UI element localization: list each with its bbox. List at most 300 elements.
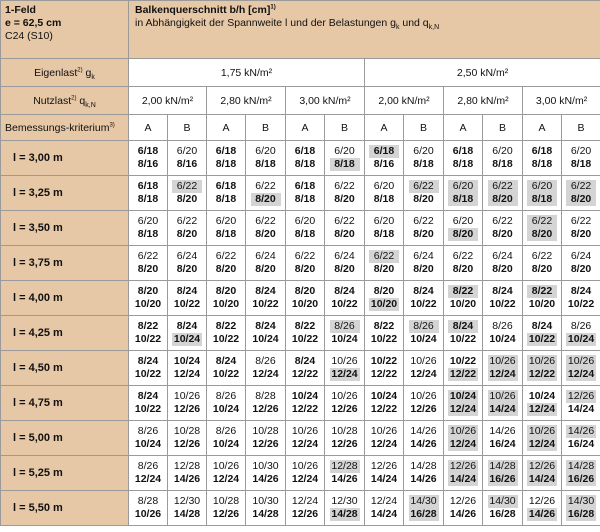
- section-upper-value: 10/26: [173, 390, 201, 402]
- section-lower-value: 10/24: [134, 438, 162, 450]
- section-upper-value: 10/26: [489, 390, 516, 402]
- section-cell: [523, 176, 562, 211]
- section-lower-value: 8/20: [334, 228, 355, 240]
- section-upper-value: 12/30: [331, 495, 358, 507]
- section-cell: [246, 491, 286, 526]
- section-lower-value: 10/20: [134, 298, 162, 310]
- section-lower-value: 8/20: [334, 263, 355, 275]
- section-lower-value: 10/22: [489, 298, 516, 310]
- section-lower-value: 16/28: [410, 508, 437, 520]
- section-upper-value: 8/26: [330, 320, 360, 333]
- section-cell: [129, 176, 168, 211]
- section-cell: [365, 246, 404, 281]
- section-upper-value: 6/22: [566, 180, 596, 193]
- section-lower-value: 10/22: [528, 333, 556, 345]
- section-upper-value: 6/24: [413, 250, 434, 262]
- section-cell: [562, 351, 600, 386]
- section-cell: [325, 316, 365, 351]
- section-upper-value: 12/24: [291, 495, 319, 507]
- section-lower-value: 10/22: [212, 333, 240, 345]
- section-lower-value: 14/24: [370, 473, 398, 485]
- section-lower-value: 8/20: [413, 193, 434, 205]
- section-cell: [483, 176, 523, 211]
- section-upper-value: 8/24: [255, 285, 276, 297]
- section-upper-value: 14/30: [410, 495, 437, 507]
- section-lower-value: 8/20: [566, 193, 596, 206]
- section-cell: [404, 211, 444, 246]
- section-cell: [404, 176, 444, 211]
- section-upper-value: 6/22: [255, 180, 276, 192]
- eigenlast-value-2: 2,50 kN/m²: [365, 59, 600, 87]
- section-lower-value: 10/20: [291, 298, 319, 310]
- section-cell: [286, 456, 325, 491]
- section-lower-value: 12/24: [291, 473, 319, 485]
- section-cell: [325, 491, 365, 526]
- section-lower-value: 12/24: [528, 438, 556, 450]
- section-lower-value: 14/28: [252, 508, 279, 520]
- section-lower-value: 10/20: [449, 298, 477, 310]
- section-upper-value: 8/24: [570, 285, 592, 297]
- section-lower-value: 8/20: [176, 228, 198, 240]
- section-lower-value: 14/24: [567, 403, 595, 415]
- section-lower-value: 14/24: [370, 508, 398, 520]
- section-upper-value: 14/28: [489, 460, 516, 472]
- section-upper-value: 10/26: [291, 460, 319, 472]
- section-cell: [207, 491, 246, 526]
- section-lower-value: 8/18: [137, 228, 159, 240]
- section-upper-value: 6/22: [527, 215, 557, 228]
- section-cell: [444, 211, 483, 246]
- section-lower-value: 8/20: [255, 228, 276, 240]
- criterion-col-3: B: [246, 115, 286, 141]
- section-cell: [168, 351, 207, 386]
- section-upper-value: 8/28: [255, 390, 276, 402]
- section-upper-value: 6/18: [137, 145, 159, 157]
- section-lower-value: 10/22: [212, 368, 240, 380]
- section-lower-value: 12/24: [449, 403, 477, 415]
- section-upper-value: 6/24: [176, 250, 198, 262]
- section-upper-value: 10/24: [173, 355, 201, 367]
- section-upper-value: 8/24: [294, 355, 316, 367]
- section-cell: [246, 386, 286, 421]
- section-cell: [523, 246, 562, 281]
- criterion-col-1: B: [168, 115, 207, 141]
- section-cell: [207, 421, 246, 456]
- section-lower-value: 12/26: [291, 508, 319, 520]
- section-lower-value: 12/24: [410, 368, 437, 380]
- section-cell: [562, 141, 600, 176]
- section-upper-value: 12/26: [449, 495, 477, 507]
- section-upper-value: 6/18: [215, 180, 237, 192]
- section-upper-value: 6/22: [334, 180, 355, 192]
- section-upper-value: 14/28: [410, 460, 437, 472]
- nutzlast-value: 3,00 kN/m²: [286, 87, 365, 115]
- section-lower-value: 14/26: [410, 473, 437, 485]
- section-upper-value: 10/30: [252, 495, 279, 507]
- span-label: l = 4,25 m: [1, 316, 129, 351]
- section-cell: [325, 281, 365, 316]
- section-lower-value: 8/20: [255, 263, 276, 275]
- section-cell: [365, 211, 404, 246]
- section-upper-value: 14/26: [489, 425, 516, 437]
- section-upper-value: 6/22: [452, 250, 474, 262]
- section-cell: [129, 281, 168, 316]
- section-upper-value: 6/22: [215, 250, 237, 262]
- span-label: l = 3,25 m: [1, 176, 129, 211]
- section-lower-value: 14/26: [410, 438, 437, 450]
- section-lower-value: 16/28: [489, 508, 516, 520]
- section-cell: [129, 246, 168, 281]
- section-upper-value: 10/26: [212, 460, 240, 472]
- nutzlast-value: 2,00 kN/m²: [365, 87, 444, 115]
- section-upper-value: 12/26: [449, 460, 477, 472]
- section-lower-value: 8/18: [137, 193, 159, 205]
- section-lower-value: 8/20: [413, 263, 434, 275]
- section-cell: [365, 421, 404, 456]
- section-lower-value: 16/26: [567, 473, 595, 485]
- section-upper-value: 10/26: [331, 355, 358, 367]
- section-lower-value: 12/22: [370, 403, 398, 415]
- section-upper-value: 8/26: [215, 425, 237, 437]
- section-upper-value: 8/20: [137, 285, 159, 297]
- section-upper-value: 10/28: [331, 425, 358, 437]
- section-upper-value: 6/22: [294, 250, 316, 262]
- section-upper-value: 8/22: [373, 320, 395, 332]
- section-upper-value: 6/20: [492, 145, 513, 157]
- section-upper-value: 10/28: [173, 425, 201, 437]
- table-subtitle: in Abhängigkeit der Spannweite l und der Belastungen $g_k$ und $q_{k,N}$: [135, 17, 440, 32]
- table-row: [1, 351, 600, 386]
- section-lower-value: 12/26: [212, 508, 240, 520]
- section-lower-value: 8/16: [137, 158, 159, 170]
- section-upper-value: 14/30: [567, 495, 595, 507]
- section-lower-value: 8/18: [330, 158, 360, 171]
- criterion-col-2: A: [207, 115, 246, 141]
- section-upper-value: 12/30: [173, 495, 201, 507]
- section-lower-value: 8/20: [176, 263, 198, 275]
- table-row: [1, 456, 600, 491]
- section-upper-value: 12/26: [528, 495, 556, 507]
- section-lower-value: 16/24: [489, 438, 516, 450]
- section-upper-value: 8/24: [137, 390, 159, 402]
- section-lower-value: 16/26: [489, 473, 516, 485]
- section-cell: [562, 281, 600, 316]
- section-lower-value: 8/20: [452, 263, 474, 275]
- section-lower-value: 8/18: [373, 228, 395, 240]
- section-upper-value: 12/24: [370, 495, 398, 507]
- section-lower-value: 12/22: [291, 368, 319, 380]
- criterion-col-11: B: [562, 115, 600, 141]
- nutzlast-value: 2,00 kN/m²: [129, 87, 207, 115]
- section-lower-value: 10/22: [252, 298, 279, 310]
- field-info-cell: [1, 1, 129, 59]
- section-lower-value: 8/18: [413, 158, 434, 170]
- section-upper-value: 10/28: [252, 425, 279, 437]
- section-lower-value: 10/22: [173, 298, 201, 310]
- section-lower-value: 8/18: [215, 193, 237, 205]
- section-lower-value: 12/22: [528, 368, 556, 380]
- section-cell: [365, 351, 404, 386]
- section-lower-value: 8/18: [448, 193, 478, 206]
- section-lower-value: 8/20: [531, 263, 553, 275]
- section-upper-value: 6/18: [294, 145, 316, 157]
- section-cell: [444, 491, 483, 526]
- section-upper-value: 6/18: [215, 145, 237, 157]
- section-lower-value: 10/24: [212, 438, 240, 450]
- section-cell: [207, 141, 246, 176]
- section-cell: [365, 281, 404, 316]
- section-lower-value: 10/24: [173, 333, 201, 345]
- section-upper-value: 6/24: [334, 250, 355, 262]
- table-row: [1, 176, 600, 211]
- section-cell: [286, 421, 325, 456]
- section-lower-value: 8/18: [570, 158, 592, 170]
- section-upper-value: 8/24: [531, 320, 553, 332]
- section-cell: [444, 141, 483, 176]
- section-lower-value: 14/28: [331, 508, 358, 520]
- section-upper-value: 8/20: [294, 285, 316, 297]
- section-lower-value: 12/22: [370, 368, 398, 380]
- section-lower-value: 10/22: [331, 298, 358, 310]
- section-cell: [404, 386, 444, 421]
- section-cell: [246, 316, 286, 351]
- section-cell: [365, 456, 404, 491]
- section-cell: [325, 456, 365, 491]
- section-cell: [207, 351, 246, 386]
- section-cell: [129, 421, 168, 456]
- section-cell: [483, 141, 523, 176]
- section-cell: [168, 176, 207, 211]
- section-cell: [523, 281, 562, 316]
- section-lower-value: 8/20: [251, 193, 281, 206]
- section-lower-value: 12/24: [489, 368, 516, 380]
- section-cell: [207, 211, 246, 246]
- section-upper-value: 8/22: [448, 285, 478, 298]
- section-upper-value: 6/24: [570, 250, 592, 262]
- nutzlast-value: 2,80 kN/m²: [444, 87, 523, 115]
- section-lower-value: 10/26: [134, 508, 162, 520]
- criterion-col-6: A: [365, 115, 404, 141]
- section-cell: [246, 351, 286, 386]
- section-cell: [562, 421, 600, 456]
- section-cell: [207, 176, 246, 211]
- section-lower-value: 8/20: [570, 228, 592, 240]
- section-lower-value: 8/20: [413, 228, 434, 240]
- section-upper-value: 10/24: [528, 390, 556, 402]
- section-upper-value: 8/26: [137, 425, 159, 437]
- section-upper-value: 6/22: [492, 215, 513, 227]
- eigenlast-label: Eigenlast$^{2)}$ $g_k$: [1, 59, 129, 87]
- section-cell: [444, 281, 483, 316]
- span-label: l = 4,00 m: [1, 281, 129, 316]
- section-cell: [483, 386, 523, 421]
- section-lower-value: 10/24: [212, 403, 240, 415]
- table-title: Balkenquerschnitt b/h [cm]$^{1)}$: [135, 4, 276, 16]
- section-lower-value: 12/26: [252, 403, 279, 415]
- section-upper-value: 8/24: [255, 320, 276, 332]
- section-upper-value: 10/26: [410, 390, 437, 402]
- section-cell: [365, 316, 404, 351]
- section-cell: [325, 211, 365, 246]
- table-row: [1, 141, 600, 176]
- span-label: l = 3,00 m: [1, 141, 129, 176]
- section-cell: [444, 456, 483, 491]
- section-cell: [168, 281, 207, 316]
- section-lower-value: 10/24: [252, 333, 279, 345]
- section-lower-value: 12/24: [212, 473, 240, 485]
- section-cell: [325, 246, 365, 281]
- section-upper-value: 6/20: [448, 180, 478, 193]
- section-upper-value: 6/20: [215, 215, 237, 227]
- section-lower-value: 8/16: [373, 158, 395, 170]
- field-line-2: e = 62,5 cm: [5, 17, 62, 29]
- section-cell: [404, 351, 444, 386]
- section-lower-value: 8/18: [215, 228, 237, 240]
- table-row: [1, 281, 600, 316]
- section-lower-value: 12/26: [173, 403, 201, 415]
- table-row: [1, 246, 600, 281]
- section-cell: [562, 386, 600, 421]
- section-lower-value: 14/24: [489, 403, 516, 415]
- section-lower-value: 8/20: [492, 263, 513, 275]
- field-line-1: 1-Feld: [5, 4, 36, 16]
- section-upper-value: 10/26: [370, 425, 398, 437]
- section-upper-value: 10/26: [410, 355, 437, 367]
- section-upper-value: 8/20: [373, 285, 395, 297]
- section-upper-value: 8/24: [137, 355, 159, 367]
- section-cell: [523, 316, 562, 351]
- section-cell: [523, 421, 562, 456]
- criterion-col-7: B: [404, 115, 444, 141]
- section-upper-value: 10/26: [528, 425, 556, 437]
- section-cell: [246, 176, 286, 211]
- section-lower-value: 8/20: [334, 193, 355, 205]
- section-lower-value: 14/26: [331, 473, 358, 485]
- section-upper-value: 6/22: [137, 250, 159, 262]
- section-cell: [483, 491, 523, 526]
- section-lower-value: 14/24: [528, 473, 556, 485]
- section-lower-value: 10/22: [567, 298, 595, 310]
- section-cell: [286, 246, 325, 281]
- section-lower-value: 8/20: [448, 228, 478, 241]
- table-title-cell: [129, 1, 600, 59]
- section-cell: [444, 421, 483, 456]
- section-cell: [523, 491, 562, 526]
- section-cell: [246, 421, 286, 456]
- section-cell: [483, 351, 523, 386]
- section-cell: [444, 351, 483, 386]
- section-lower-value: 10/22: [291, 333, 319, 345]
- section-upper-value: 8/26: [570, 320, 592, 332]
- span-label: l = 5,25 m: [1, 456, 129, 491]
- section-cell: [365, 491, 404, 526]
- section-cell: [404, 141, 444, 176]
- section-lower-value: 8/20: [176, 193, 198, 205]
- section-lower-value: 12/26: [331, 403, 358, 415]
- section-upper-value: 10/24: [291, 390, 319, 402]
- section-upper-value: 6/22: [255, 215, 276, 227]
- section-lower-value: 8/18: [492, 158, 513, 170]
- section-upper-value: 8/26: [409, 320, 439, 333]
- section-upper-value: 6/22: [172, 180, 202, 193]
- section-upper-value: 12/26: [567, 390, 595, 402]
- section-cell: [562, 211, 600, 246]
- section-upper-value: 14/30: [489, 495, 516, 507]
- section-upper-value: 6/18: [369, 145, 399, 158]
- section-lower-value: 10/24: [567, 333, 595, 345]
- section-upper-value: 6/20: [334, 145, 355, 157]
- section-upper-value: 10/26: [489, 355, 516, 367]
- section-lower-value: 8/20: [488, 193, 518, 206]
- section-cell: [325, 176, 365, 211]
- section-cell: [325, 421, 365, 456]
- section-cell: [404, 491, 444, 526]
- section-upper-value: 8/24: [413, 285, 434, 297]
- section-upper-value: 6/22: [413, 215, 434, 227]
- section-cell: [562, 316, 600, 351]
- section-cell: [404, 316, 444, 351]
- section-upper-value: 10/30: [252, 460, 279, 472]
- section-cell: [207, 316, 246, 351]
- section-cell: [444, 246, 483, 281]
- section-cell: [365, 141, 404, 176]
- section-cell: [129, 141, 168, 176]
- section-upper-value: 8/24: [176, 320, 198, 332]
- section-upper-value: 8/28: [137, 495, 159, 507]
- criterion-col-8: A: [444, 115, 483, 141]
- section-cell: [168, 141, 207, 176]
- section-cell: [523, 211, 562, 246]
- section-lower-value: 8/18: [531, 158, 553, 170]
- section-cell: [444, 176, 483, 211]
- span-label: l = 4,75 m: [1, 386, 129, 421]
- section-lower-value: 10/20: [528, 298, 556, 310]
- section-lower-value: 8/16: [176, 158, 198, 170]
- section-upper-value: 6/18: [452, 145, 474, 157]
- eigenlast-value-1: 1,75 kN/m²: [129, 59, 365, 87]
- section-cell: [523, 386, 562, 421]
- section-cell: [444, 386, 483, 421]
- section-cell: [207, 456, 246, 491]
- section-upper-value: 8/26: [215, 390, 237, 402]
- section-cell: [286, 386, 325, 421]
- section-upper-value: 14/26: [410, 425, 437, 437]
- section-cell: [286, 316, 325, 351]
- criterion-col-0: A: [129, 115, 168, 141]
- criterion-col-10: A: [523, 115, 562, 141]
- section-lower-value: 8/20: [373, 263, 395, 275]
- section-lower-value: 14/26: [449, 508, 477, 520]
- section-lower-value: 8/18: [255, 158, 276, 170]
- section-cell: [129, 351, 168, 386]
- section-lower-value: 12/24: [370, 438, 398, 450]
- field-line-3: C24 (S10): [5, 30, 53, 42]
- span-label: l = 4,50 m: [1, 351, 129, 386]
- nutzlast-label: Nutzlast$^{2)}$ $q_{k,N}$: [1, 87, 129, 115]
- section-cell: [246, 281, 286, 316]
- section-upper-value: 6/18: [137, 180, 159, 192]
- span-label: l = 5,50 m: [1, 491, 129, 526]
- section-cell: [207, 386, 246, 421]
- section-cell: [483, 421, 523, 456]
- section-upper-value: 8/22: [137, 320, 159, 332]
- section-cell: [246, 211, 286, 246]
- section-lower-value: 8/20: [215, 263, 237, 275]
- section-cell: [286, 491, 325, 526]
- section-upper-value: 6/20: [413, 145, 434, 157]
- span-label: l = 5,00 m: [1, 421, 129, 456]
- section-lower-value: 8/18: [294, 158, 316, 170]
